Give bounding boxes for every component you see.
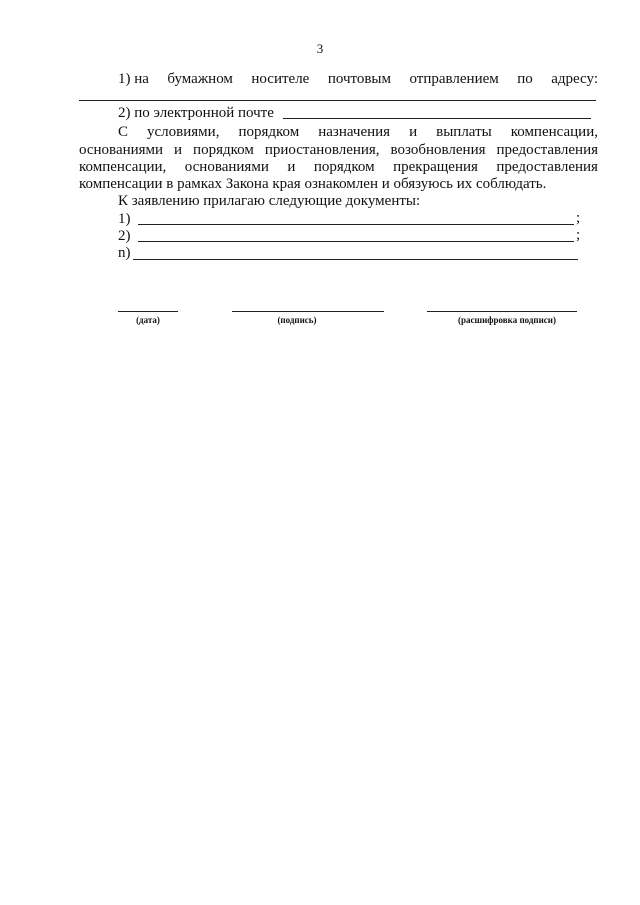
word: почтовым: [327, 71, 392, 87]
word: условиями,: [147, 124, 220, 140]
attachment-field-n[interactable]: [133, 259, 578, 260]
attachments-heading: К заявлению прилагаю следующие документы:: [118, 193, 421, 209]
attachment-end-2: ;: [576, 227, 581, 243]
attachment-label-1: 1): [118, 211, 131, 227]
email-field[interactable]: [283, 118, 591, 119]
delivery-option-1: [118, 70, 598, 88]
attachment-label-n: n): [118, 245, 131, 261]
word: носителе: [251, 71, 310, 87]
attachment-field-1[interactable]: [138, 224, 574, 225]
word: выплаты: [436, 124, 492, 140]
attachment-field-2[interactable]: [138, 241, 574, 242]
date-caption: (дата): [136, 315, 160, 325]
attachment-end-1: ;: [576, 210, 581, 226]
word: порядком: [313, 159, 375, 175]
word: основаниями: [184, 159, 269, 175]
signature-field[interactable]: [232, 311, 384, 312]
word: по: [517, 71, 533, 87]
ack-line-4: компенсации в рамках Закона края ознакомлен и обязуюсь их соблюдать.: [79, 176, 547, 192]
word: и: [287, 159, 296, 175]
word: компенсации,: [510, 124, 598, 140]
ack-line-2: [79, 141, 598, 159]
word: и: [409, 124, 418, 140]
attachment-label-2: 2): [118, 228, 131, 244]
page-number: 3: [316, 41, 324, 56]
word: и: [174, 142, 183, 158]
word: порядком: [238, 124, 300, 140]
word: отправлением: [409, 71, 499, 87]
word: компенсации,: [79, 159, 167, 175]
word: порядком: [193, 142, 254, 158]
word: адресу:: [551, 71, 598, 87]
word: предоставления: [496, 159, 598, 175]
ack-line-1: [118, 123, 598, 141]
signature-caption: (подпись): [277, 315, 317, 325]
word: прекращения: [393, 159, 478, 175]
word: С: [118, 124, 129, 140]
word: приостановления,: [264, 142, 380, 158]
address-field[interactable]: [79, 100, 596, 101]
word: возобновления: [390, 142, 486, 158]
ack-line-3: [79, 158, 598, 176]
word: бумажном: [167, 71, 233, 87]
word: предоставления: [496, 142, 598, 158]
signature-decoding-caption: (расшифровка подписи): [458, 315, 556, 325]
delivery-option-2: 2) по электронной почте: [118, 105, 274, 121]
word: основаниями: [79, 142, 164, 158]
date-field[interactable]: [118, 311, 178, 312]
word: 1) на: [118, 71, 149, 87]
signature-decoding-field[interactable]: [427, 311, 577, 312]
word: назначения: [318, 124, 391, 140]
